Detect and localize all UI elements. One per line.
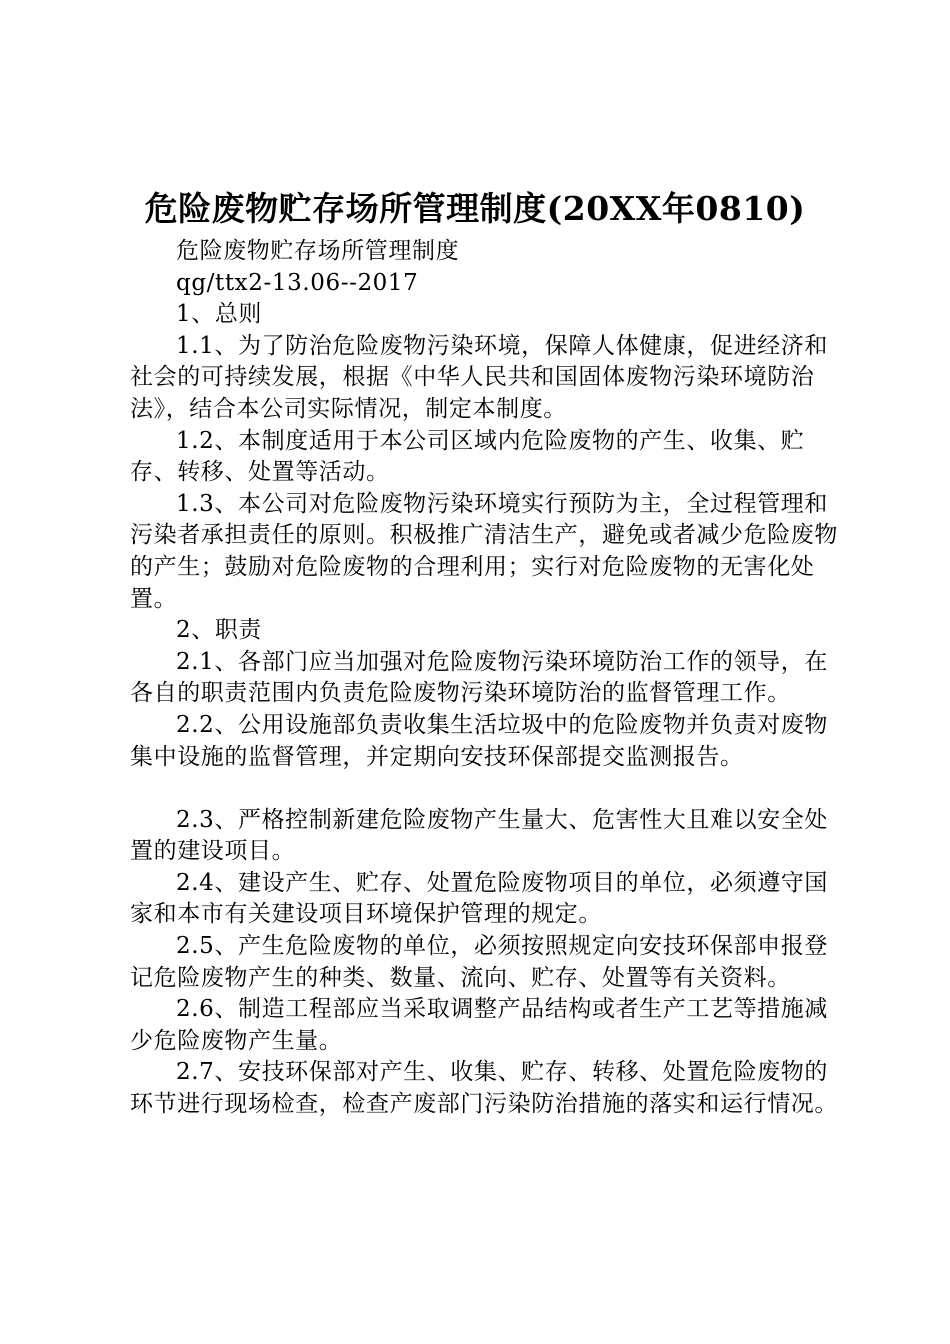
clause-2-4: 2.4、建设产生、贮存、处置危险废物项目的单位，必须遵守国家和本市有关建设项目环境保护管理的规定。 (130, 869, 828, 928)
clause-2-5: 2.5、产生危险废物的单位，必须按照规定向安技环保部申报登记危险废物产生的种类、数量、流向、贮存、处置等有关资料。 (130, 933, 828, 991)
document-body (130, 236, 840, 1121)
clause-2-6: 2.6、制造工程部应当采取调整产品结构或者生产工艺等措施减少危险废物产生量。 (130, 996, 828, 1054)
document-code: qg/ttx2-13.06--2017 (176, 269, 419, 296)
clause-2-2: 2.2、公用设施部负责收集生活垃圾中的危险废物并负责对废物集中设施的监督管理，并定期向安技环保部提交监测报告。 (130, 711, 828, 770)
section-heading-general: 1、总则 (176, 301, 263, 328)
clause-2-7: 2.7、安技环保部对产生、收集、贮存、转移、处置危险废物的环节进行现场检查，检查产废部门污染防治措施的落实和运行情况。 (130, 1059, 838, 1118)
clause-2-3: 2.3、严格控制新建危险废物产生量大、危害性大且难以安全处置的建设项目。 (130, 806, 828, 865)
clause-1-1: 1.1、为了防治危险废物污染环境，保障人体健康，促进经济和社会的可持续发展，根据《中华人民共和国固体废物污染环境防治法》，结合本公司实际情况，制定本制度。 (130, 332, 828, 422)
clause-1-3: 1.3、本公司对危险废物污染环境实行预防为主，全过程管理和污染者承担责任的原则。积极推广清洁生产，避免或者减少危险废物的产生；鼓励对危险废物的合理利用；实行对危险废物的无害化处置。 (130, 490, 838, 612)
subtitle-paragraph: 危险废物贮存场所管理制度 (176, 238, 460, 264)
document-title: 危险废物贮存场所管理制度(20XX年0810) (144, 189, 806, 228)
section-heading-duties: 2、职责 (176, 617, 263, 644)
blank-line (130, 773, 840, 805)
clause-1-2: 1.2、本制度适用于本公司区域内危险废物的产生、收集、贮存、转移、处置等活动。 (130, 427, 805, 486)
clause-2-1: 2.1、各部门应当加强对危险废物污染环境防治工作的领导，在各自的职责范围内负责危险废物污染环境防治的监督管理工作。 (130, 648, 828, 707)
